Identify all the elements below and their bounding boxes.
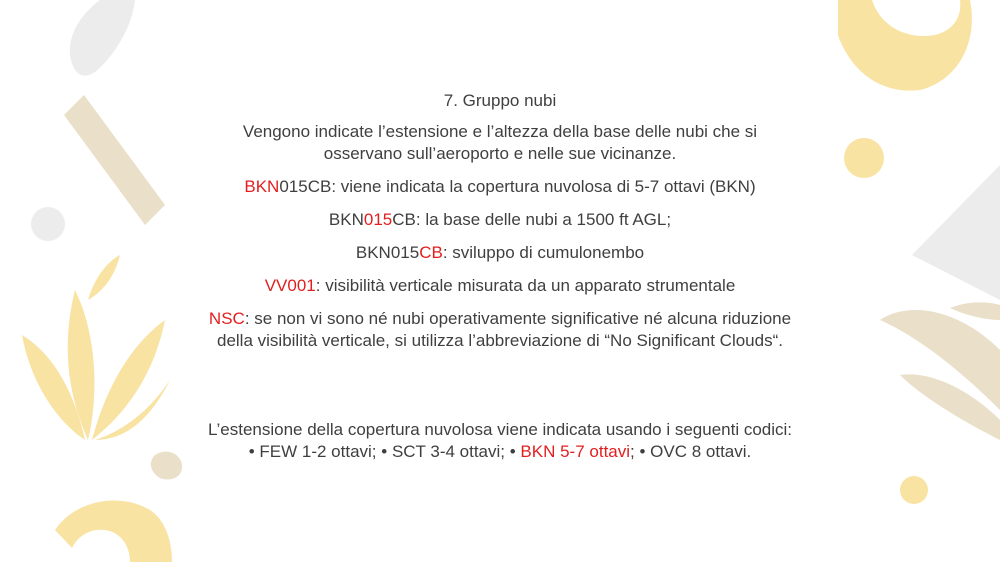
example-text: 015CB: viene indicata la copertura nuvolosa di 5-7 ottavi (BKN) [279, 177, 756, 196]
example-vertical-visibility [150, 275, 850, 297]
example-nsc [150, 308, 850, 352]
example-text: : se non vi sono né nubi operativamente significative né alcuna riduzione [244, 309, 792, 328]
codes-intro: L’estensione della copertura nuvolosa viene indicata usando i seguenti codici: [207, 420, 793, 439]
intro-line-1: Vengono indicate l’estensione e l’altezza della base delle nubi che si [242, 122, 758, 141]
yellow-crescent-shape [838, 0, 972, 91]
code-ovc: • OVC 8 ottavi. [634, 442, 752, 461]
example-base-height [150, 209, 850, 231]
yellow-dot-shape [844, 138, 884, 178]
slide-content [150, 90, 850, 463]
highlight-code: 015 [363, 210, 393, 229]
highlight-code: NSC [208, 309, 245, 328]
code-separator: ; [630, 442, 635, 461]
beige-leaf-shape [880, 302, 1000, 440]
grey-blob-shape [70, 0, 135, 76]
example-text-line-2: della visibilità verticale, si utilizza l’abbreviazione di “No Significant Clouds“. [217, 331, 783, 350]
example-prefix: BKN015 [355, 243, 420, 262]
yellow-leaf-shape [22, 255, 170, 440]
example-text: : visibilità verticale misurata da un apparato strumentale [315, 276, 736, 295]
intro-line-2: osservano sull’aeroporto e nelle sue vicinanze. [323, 144, 677, 163]
code-bkn: BKN 5-7 ottavi [520, 442, 631, 461]
code-bullet: • [505, 442, 521, 461]
code-sct: • SCT 3-4 ottavi; [376, 442, 506, 461]
example-text: CB: la base delle nubi a 1500 ft AGL; [392, 210, 672, 229]
example-text: : sviluppo di cumulonembo [442, 243, 645, 262]
highlight-code: VV001 [264, 276, 316, 295]
example-prefix: BKN [328, 210, 364, 229]
highlight-code: BKN [244, 177, 280, 196]
yellow-arc-shape [55, 500, 172, 562]
yellow-small-dot-shape [900, 476, 928, 504]
code-few: • FEW 1-2 ottavi; [248, 442, 377, 461]
example-coverage [150, 176, 850, 198]
slide-title: 7. Gruppo nubi [443, 91, 557, 110]
grey-triangle-shape [912, 165, 1000, 300]
highlight-code: CB [419, 243, 443, 262]
grey-dot-shape [31, 207, 65, 241]
intro-paragraph [150, 121, 850, 165]
example-cumulonimbus [150, 242, 850, 264]
coverage-codes [150, 419, 850, 463]
